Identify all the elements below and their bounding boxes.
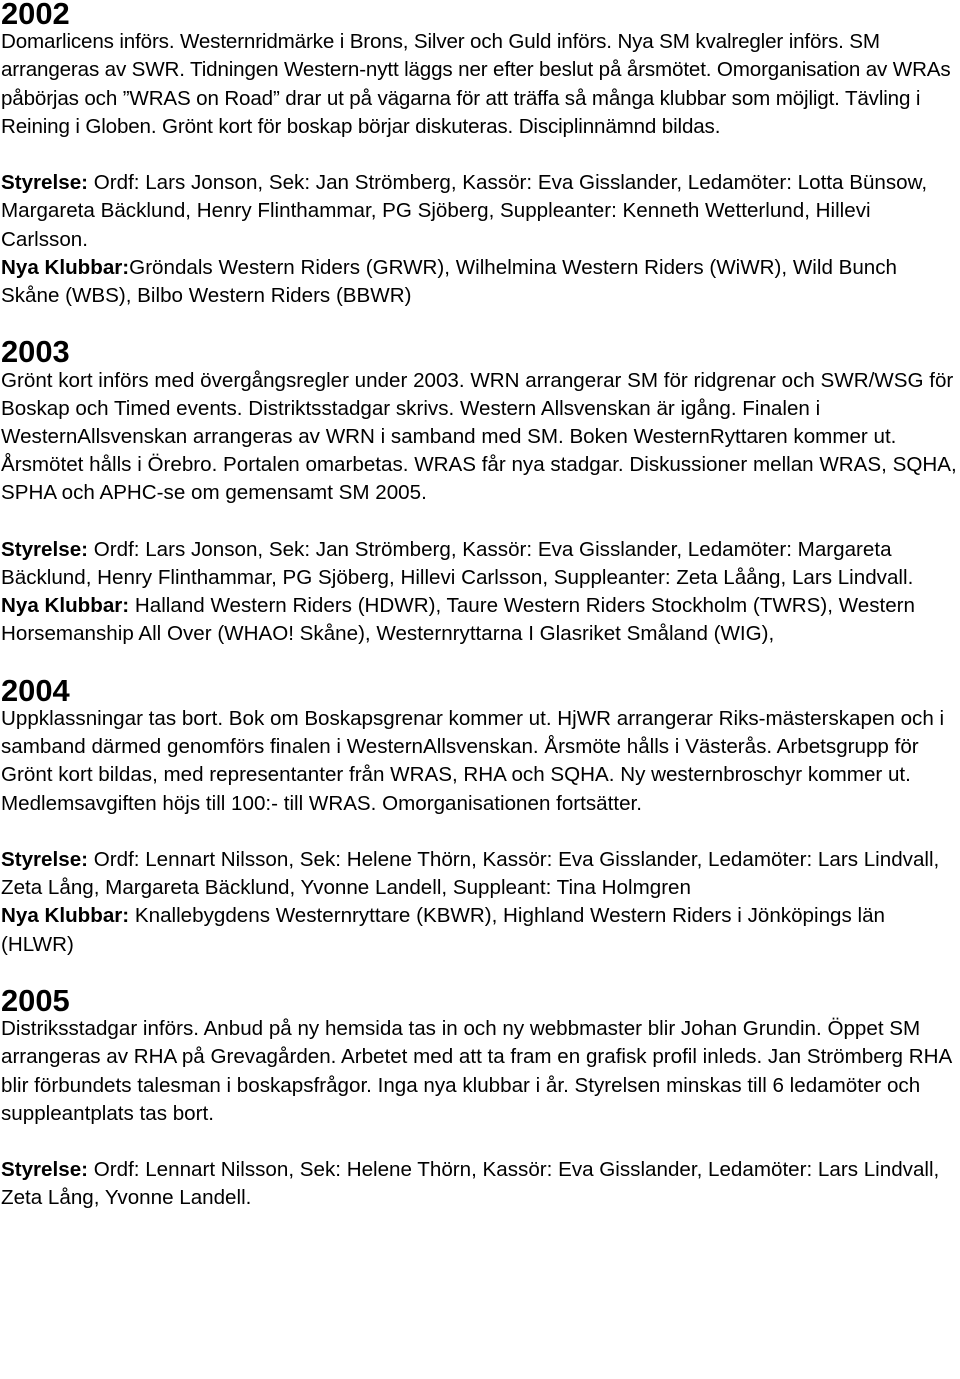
section-body: Domarlicens införs. Westernridmärke i Brons, Silver och Guld införs. Nya SM kvalregler införs. SM arrangeras av SWR. Tidningen Western-nytt läggs ner efter beslut på årsmötet. Omorganisation av WRAs påbörjas och ”WRAS on Road” drar ut på vägarna för att träffa så många klubbar som möjligt. Tävling i Reining i Globen. Grönt kort för boskap börjar diskuteras. Disciplinnämnd bildas. [1, 30, 951, 138]
year-heading: 2005 [1, 983, 70, 1019]
section-2004 [1, 672, 960, 987]
clubs-label: Nya Klubbar: [1, 255, 130, 279]
section-body: Distriksstadgar införs. Anbud på ny hemsida tas in och ny webbmaster blir Johan Grundin. Öppet SM arrangeras av RHA på Grevagården. Arbetet med att ta fram en grafisk profil inleds. Jan Strömberg RHA blir förbundets talesman i boskapsfrågor. Inga nya klubbar i år. Styrelsen minskas till 6 ledamöter och suppleantplats tas bort. [1, 1017, 952, 1125]
board-label: Styrelse: [1, 171, 89, 195]
paragraph-gap [1, 649, 960, 677]
clubs-list: Gröndals Western Riders (GRWR), Wilhelmina Western Riders (WiWR), Wild Bunch Skåne (WBS), Bilbo Western Riders (BBWR) [1, 255, 898, 308]
clubs-label: Nya Klubbar: [1, 594, 130, 618]
board-members: Ordf: Lars Jonson, Sek: Jan Strömberg, Kassör: Eva Gisslander, Ledamöter: Margareta Bäcklund, Henry Flinthammar, PG Sjöberg, Hillevi Carlsson, Suppleanter: Zeta Låång, Lars Lindvall. [1, 537, 914, 590]
year-heading: 2002 [1, 0, 70, 31]
board-label: Styrelse: [1, 537, 89, 561]
paragraph-gap [1, 959, 960, 987]
board-label: Styrelse: [1, 1158, 89, 1182]
board-paragraph [1, 846, 960, 902]
paragraph-gap [1, 818, 960, 846]
board-members: Ordf: Lennart Nilsson, Sek: Helene Thörn, Kassör: Eva Gisslander, Ledamöter: Lars Lindvall, Zeta Lång, Margareta Bäcklund, Yvonne Landell, Suppleant: Tina Holmgren [1, 848, 940, 900]
clubs-paragraph [1, 254, 960, 310]
paragraph-gap [1, 1128, 960, 1156]
board-members: Ordf: Lars Jonson, Sek: Jan Strömberg, Kassör: Eva Gisslander, Ledamöter: Lotta Bünsow, Margareta Bäcklund, Henry Flinthammar, PG Sjöberg, Suppleanter: Kenneth Wetterlund, Hillevi Carlsson. [1, 171, 928, 251]
clubs-paragraph [1, 592, 960, 648]
section-body: Grönt kort införs med övergångsregler under 2003. WRN arrangerar SM för ridgrenar och SWR/WSG för Boskap och Timed events. Distriktsstadgar skrivs. Western Allsvenskan är igång. Finalen i WesternAllsvenskan arrangeras av WRN i samband med SM. Boken WesternRyttaren kommer ut. Årsmötet hålls i Örebro. Portalen omarbetas. WRAS får nya stadgar. Diskussioner mellan WRAS, SQHA, SPHA och APHC-se om gemensamt SM 2005. [1, 368, 957, 505]
paragraph-gap [1, 141, 960, 169]
paragraph-gap [1, 508, 960, 536]
clubs-paragraph [1, 902, 960, 958]
section-2002 [1, 0, 960, 338]
clubs-list: Knallebygdens Westernryttare (KBWR), Highland Western Riders i Jönköpings län (HLWR) [1, 904, 885, 956]
clubs-list: Halland Western Riders (HDWR), Taure Western Riders Stockholm (TWRS), Western Horsemanship All Over (WHAO! Skåne), Westernryttarna I Glasriket Småland (WIG), [1, 594, 915, 646]
section-2003 [1, 334, 960, 676]
board-members: Ordf: Lennart Nilsson, Sek: Helene Thörn, Kassör: Eva Gisslander, Ledamöter: Lars Lindvall, Zeta Lång, Yvonne Landell. [1, 1158, 940, 1210]
section-body: Uppklassningar tas bort. Bok om Boskapsgrenar kommer ut. HjWR arrangerar Riks-mästerskapen och i samband därmed genomförs finalen i WesternAllsvenskan. Årsmöte hålls i Västerås. Arbetsgrupp för Grönt kort bildas, med representanter från WRAS, RHA och SQHA. Ny westernbroschyr kommer ut. Medlemsavgiften höjs till 100:- till WRAS. Omorganisationen fortsätter. [1, 707, 945, 815]
board-paragraph [1, 1156, 960, 1212]
board-paragraph [1, 169, 960, 254]
board-label: Styrelse: [1, 848, 89, 872]
year-heading: 2003 [1, 334, 70, 370]
year-heading: 2004 [1, 672, 70, 708]
paragraph-gap [1, 310, 960, 338]
section-2005 [1, 983, 960, 1213]
clubs-label: Nya Klubbar: [1, 904, 130, 928]
board-paragraph [1, 536, 960, 592]
